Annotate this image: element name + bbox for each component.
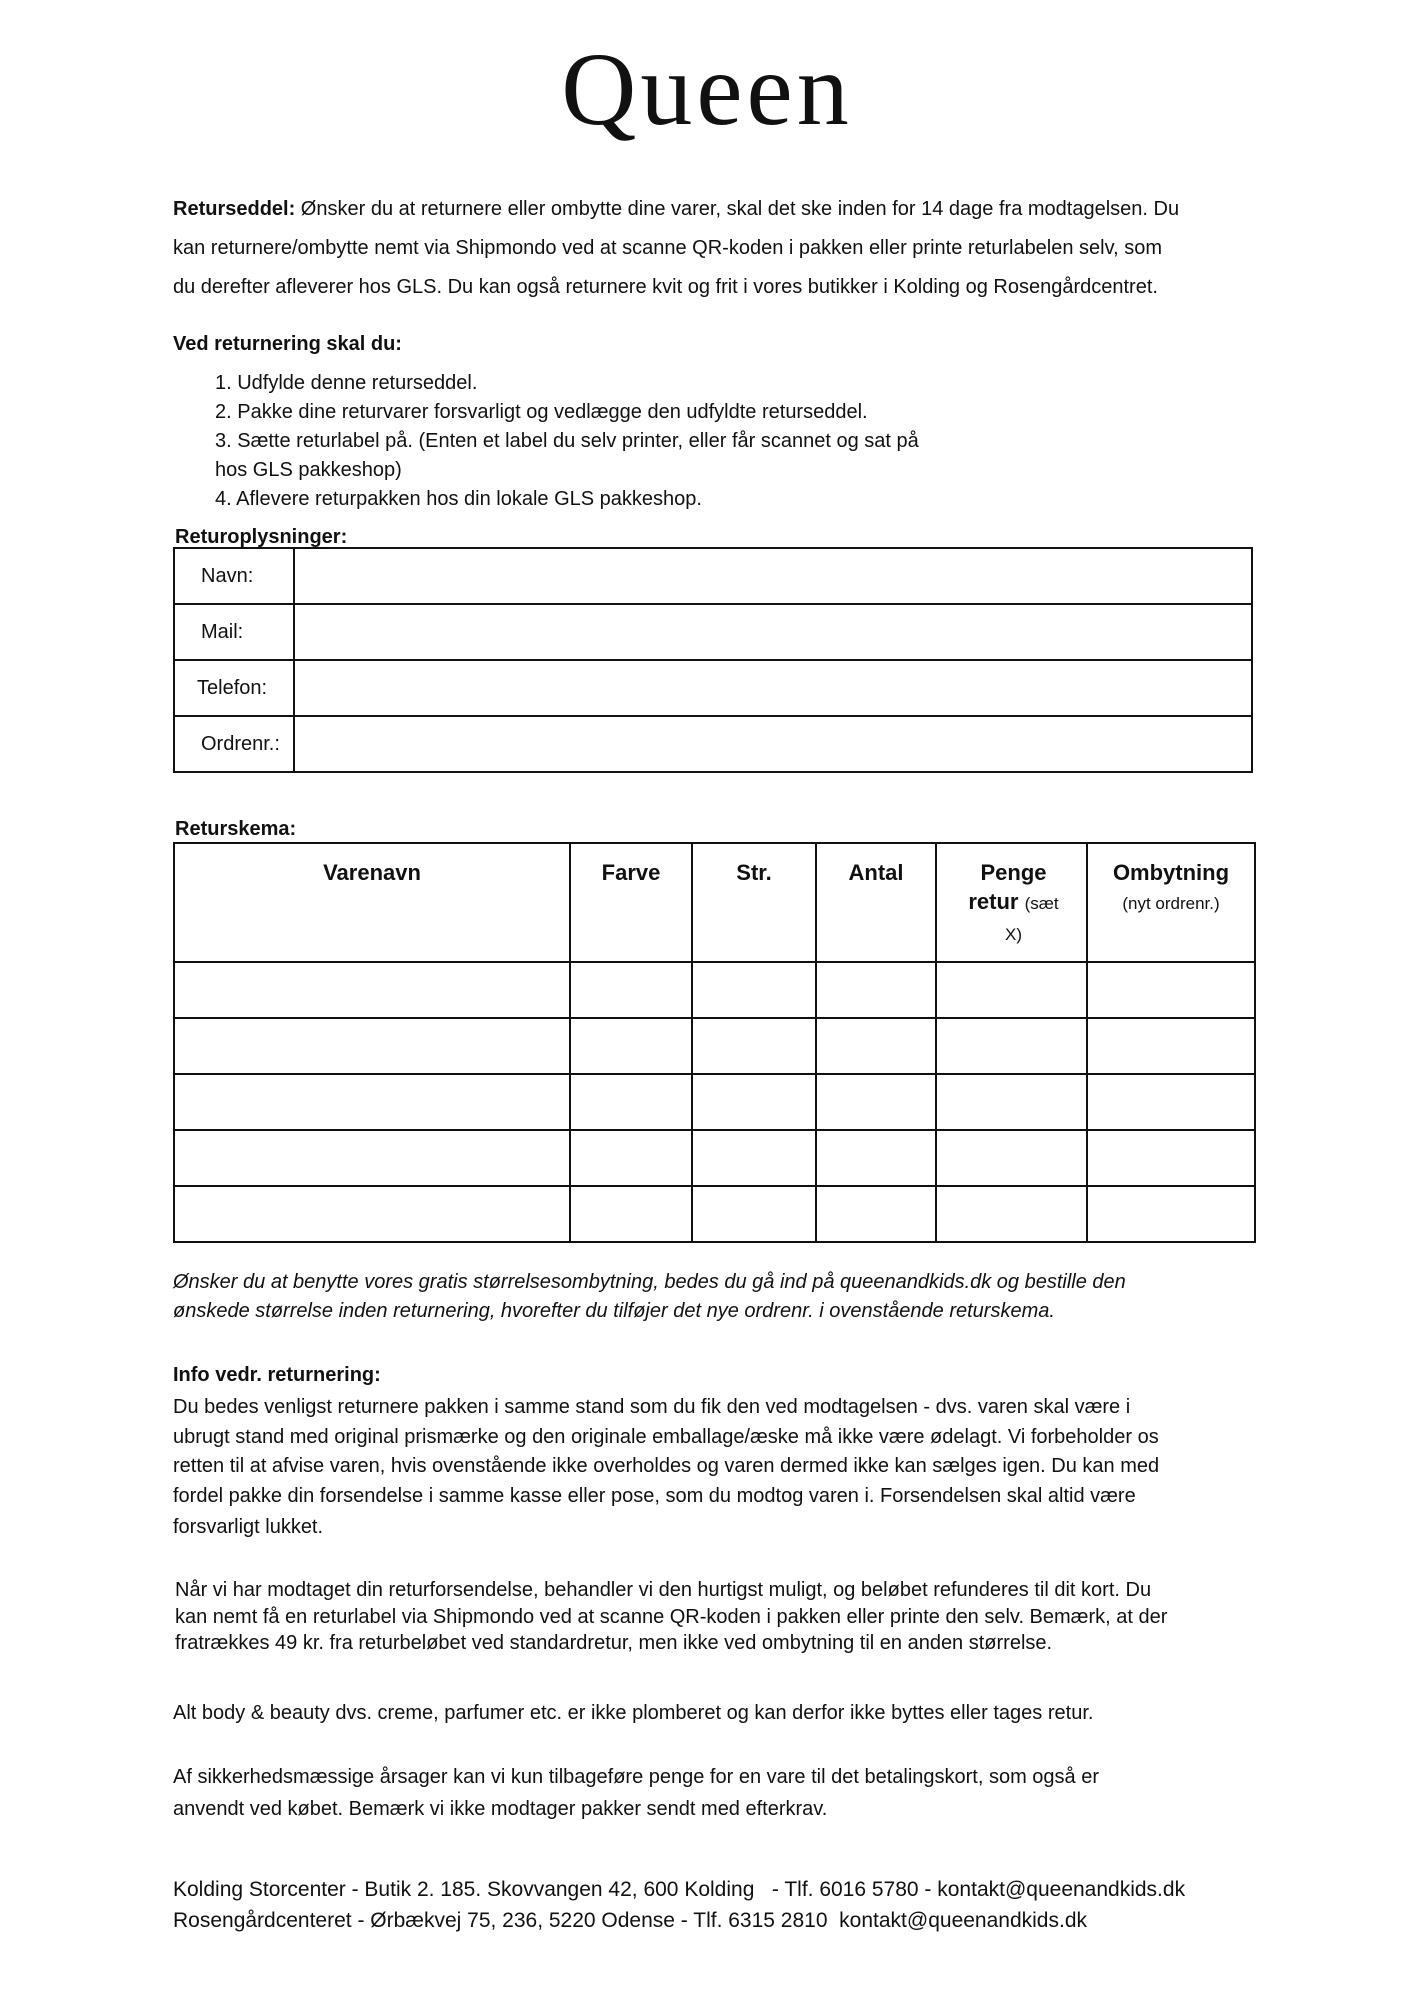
return-form-heading: Returskema: xyxy=(175,818,297,840)
cell-farve[interactable] xyxy=(570,962,692,1018)
cell-str[interactable] xyxy=(692,1018,816,1074)
step-item: 3. Sætte returlabel på. (Enten et label du selv printer, eller får scannet og sat på hos GLS pakkeshop) xyxy=(215,430,919,481)
ordrenr-field[interactable] xyxy=(294,716,1252,772)
col-header-penge-retur: Penge retur (sæt X) xyxy=(936,843,1087,962)
table-row xyxy=(174,1186,1255,1242)
cell-farve[interactable] xyxy=(570,1130,692,1186)
info-paragraph-condition: Du bedes venligst returnere pakken i samme stand som du fik den ved modtagelsen - dvs. varen skal være i ubrugt stand med original prismærke og den originale emballage/æske må ikke være ødelagt. Vi forbeholder os retten til at afvise varen, hvis ovenstående ikke overholdes og varen dermed ikke kan sælges igen. Du kan med fordel pakke din forsendelse i samme kasse eller pose, som du modtog varen i. Forsendelsen skal altid være forsvarligt lukket. xyxy=(173,1396,1160,1538)
steps-heading: Ved returnering skal du: xyxy=(173,333,402,355)
mail-field[interactable] xyxy=(294,604,1252,660)
cell-farve[interactable] xyxy=(570,1074,692,1130)
cell-penge-retur[interactable] xyxy=(936,1018,1087,1074)
telefon-field[interactable] xyxy=(294,660,1252,716)
return-info-table xyxy=(173,547,1253,773)
col-header-ombytning: Ombytning (nyt ordrenr.) xyxy=(1087,843,1255,962)
cell-farve[interactable] xyxy=(570,1018,692,1074)
return-info-heading: Returoplysninger: xyxy=(175,526,348,548)
cell-varenavn[interactable] xyxy=(174,1130,570,1186)
cell-varenavn[interactable] xyxy=(174,1018,570,1074)
table-row xyxy=(174,1074,1255,1130)
cell-antal[interactable] xyxy=(816,1186,936,1242)
info-paragraph-refund: Når vi har modtaget din returforsendelse, behandler vi den hurtigst muligt, og beløbet refunderes til dit kort. Du kan nemt få en returlabel via Shipmondo ved at scanne QR-koden i pakken eller printe den selv. Bemærk, at der fratrækkes 49 kr. fra returbeløbet ved standardretur, men ikke ved ombytning til en anden størrelse. xyxy=(175,1579,1168,1654)
step-item: 1. Udfylde denne returseddel. xyxy=(215,372,478,394)
field-label-mail: Mail: xyxy=(174,604,294,660)
cell-varenavn[interactable] xyxy=(174,1186,570,1242)
field-label-telefon: Telefon: xyxy=(174,660,294,716)
col-header-str: Str. xyxy=(692,843,816,962)
cell-penge-retur[interactable] xyxy=(936,962,1087,1018)
return-form-table xyxy=(173,842,1256,1243)
field-label-ordrenr: Ordrenr.: xyxy=(174,716,294,772)
brand-logo: Queen xyxy=(561,32,853,147)
table-row xyxy=(174,548,1252,604)
cell-ombytning[interactable] xyxy=(1087,1186,1255,1242)
intro-line-3: du derefter afleverer hos GLS. Du kan også returnere kvit og frit i vores butikker i Kolding og Rosengårdcentret. xyxy=(173,276,1158,298)
footer-kolding: Kolding Storcenter - Butik 2. 185. Skovvangen 42, 600 Kolding - Tlf. 6016 5780 - kontakt@queenandkids.dk xyxy=(173,1878,1186,1901)
navn-field[interactable] xyxy=(294,548,1252,604)
info-paragraph-beauty: Alt body & beauty dvs. creme, parfumer etc. er ikke plomberet og kan derfor ikke byttes eller tages retur. xyxy=(173,1702,1094,1724)
step-item: 4. Aflevere returpakken hos din lokale GLS pakkeshop. xyxy=(215,488,702,510)
info-paragraph-payment: Af sikkerhedsmæssige årsager kan vi kun tilbageføre penge for en vare til det betalingskort, som også er anvendt ved købet. Bemærk vi ikke modtager pakker sendt med efterkrav. xyxy=(173,1766,1100,1820)
cell-penge-retur[interactable] xyxy=(936,1186,1087,1242)
cell-farve[interactable] xyxy=(570,1186,692,1242)
info-heading: Info vedr. returnering: xyxy=(173,1364,381,1386)
cell-penge-retur[interactable] xyxy=(936,1130,1087,1186)
table-row xyxy=(174,604,1252,660)
intro-line-1: Returseddel: Ønsker du at returnere eller ombytte dine varer, skal det ske inden for 14 dage fra modtagelsen. Du xyxy=(173,198,1180,220)
table-row xyxy=(174,660,1252,716)
intro-label: Returseddel: xyxy=(173,198,296,220)
cell-penge-retur[interactable] xyxy=(936,1074,1087,1130)
store-contact-footer xyxy=(173,1874,1273,1936)
cell-str[interactable] xyxy=(692,1130,816,1186)
exchange-note: Ønsker du at benytte vores gratis størrelsesombytning, bedes du gå ind på queenandkids.dk og bestille den ønskede størrelse inden returnering, hvorefter du tilføjer det nye ordrenr. i ovenstående returskema. xyxy=(173,1271,1126,1322)
col-header-varenavn: Varenavn xyxy=(174,843,570,962)
cell-ombytning[interactable] xyxy=(1087,1018,1255,1074)
cell-antal[interactable] xyxy=(816,1074,936,1130)
step-item: 2. Pakke dine returvarer forsvarligt og vedlægge den udfyldte returseddel. xyxy=(215,401,868,423)
steps-list xyxy=(215,369,935,514)
table-header-row xyxy=(174,843,1255,962)
cell-ombytning[interactable] xyxy=(1087,962,1255,1018)
intro-line-2: kan returnere/ombytte nemt via Shipmondo ved at scanne QR-koden i pakken eller printe returlabelen selv, som xyxy=(173,237,1163,259)
intro-paragraph xyxy=(173,190,1263,307)
cell-ombytning[interactable] xyxy=(1087,1130,1255,1186)
col-header-antal: Antal xyxy=(816,843,936,962)
cell-str[interactable] xyxy=(692,1074,816,1130)
table-row xyxy=(174,716,1252,772)
table-row xyxy=(174,1130,1255,1186)
cell-antal[interactable] xyxy=(816,962,936,1018)
cell-varenavn[interactable] xyxy=(174,962,570,1018)
cell-varenavn[interactable] xyxy=(174,1074,570,1130)
table-row xyxy=(174,962,1255,1018)
cell-ombytning[interactable] xyxy=(1087,1074,1255,1130)
cell-str[interactable] xyxy=(692,962,816,1018)
cell-antal[interactable] xyxy=(816,1130,936,1186)
field-label-navn: Navn: xyxy=(174,548,294,604)
cell-antal[interactable] xyxy=(816,1018,936,1074)
cell-str[interactable] xyxy=(692,1186,816,1242)
table-row xyxy=(174,1018,1255,1074)
col-header-farve: Farve xyxy=(570,843,692,962)
footer-rosengaard: Rosengårdcenteret - Ørbækvej 75, 236, 5220 Odense - Tlf. 6315 2810 kontakt@queenandkids.dk xyxy=(173,1909,1088,1932)
